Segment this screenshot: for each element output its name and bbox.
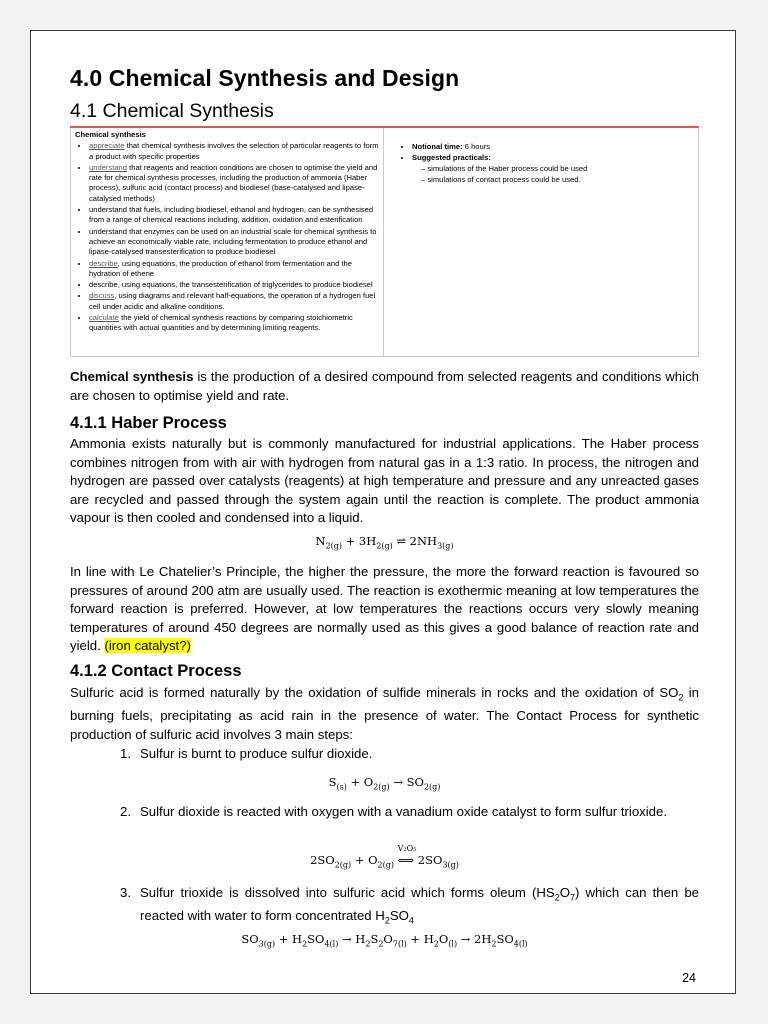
haber-paragraph-2: In line with Le Chatelier’s Principle, the higher the pressure, the more the forward reaction is favoured so pressures of around 200 atm are usually used. The reaction is exothermic meaning at low temperatures the forward reaction is preferred. However, at low temperatures the reactions occurs very slowly meaning temperatures of around 450 degrees are normally used as this gives a good balance of reaction rate and yield. (iron catalyst?) bbox=[70, 564, 699, 653]
section-title: 4.1 Chemical Synthesis bbox=[70, 100, 274, 122]
practical-item: – simulations of the Haber process could be used bbox=[421, 164, 712, 174]
syllabus-points bbox=[75, 141, 379, 333]
practicals-list bbox=[412, 164, 712, 186]
contact-step-2: 2. Sulfur dioxide is reacted with oxygen with a vanadium oxide catalyst to form sulfur trioxide. bbox=[120, 804, 668, 819]
contact-step-1: 1. Sulfur is burnt to produce sulfur dioxide. bbox=[120, 746, 373, 761]
haber-heading: 4.1.1 Haber Process bbox=[70, 414, 227, 432]
chapter-title: 4.0 Chemical Synthesis and Design bbox=[70, 65, 460, 91]
haber-paragraph-1: Ammonia exists naturally but is commonly manufactured for industrial applications. The Haber process combines nitrogen from with air with hydrogen from natural gas in a 1:3 ratio. In process, the nitrogen and hydrogen are passed over catalysts (reagents) at high temperature and pressure and any unreacted gases are recycled and passed through the system again until the reaction is complete. The product ammonia vapour is then cooled and condensed into a liquid. bbox=[70, 436, 699, 525]
syllabus-title: Chemical synthesis bbox=[75, 130, 146, 139]
syllabus-point: • describe, using equations, the transesterification of triglycerides to produce biodiesel bbox=[89, 280, 379, 290]
highlighted-note: (iron catalyst?) bbox=[104, 638, 191, 653]
notional-time: • Notional time: 6 hours bbox=[412, 142, 712, 152]
step-3-equation: $SO_{3(g)} + H_2SO_{4(l)} \to H_2S_2O_{7(l)} + H_2O_{(l)} \to 2H_2SO_{4(l)}$ bbox=[241, 932, 528, 949]
syllabus-content-cell bbox=[71, 128, 384, 356]
page-number: 24 bbox=[682, 971, 696, 985]
haber-equation: $N_{2(g)} + 3H_{2(g)}$ ⇌ $2NH_{3(g)}$ bbox=[315, 534, 454, 551]
document-page bbox=[30, 30, 736, 994]
syllabus-point: • understand that fuels, including biodiesel, ethanol and hydrogen, can be synthesised from a range of chemical reactions including, addition, oxidation and esterification bbox=[89, 205, 379, 226]
syllabus-point: • appreciate that chemical synthesis involves the selection of particular reagents to form a product with specific properties bbox=[89, 141, 379, 162]
suggested-practicals: • Suggested practicals: – simulations of the Haber process could be used – simulations of contact process could be used. bbox=[412, 153, 712, 185]
syllabus-point: • calculate the yield of chemical synthesis reactions by comparing stoichiometric quantities with actual quantities and by determining limiting reagents. bbox=[89, 313, 379, 334]
syllabus-info-list bbox=[398, 142, 712, 185]
step-2-equation: $2SO_{2(g)} + O_{2(g)}$ V₂O₅ ⟺ $2SO_{3(g)}$ bbox=[310, 844, 459, 870]
contact-heading: 4.1.2 Contact Process bbox=[70, 662, 242, 680]
syllabus-info-cell bbox=[384, 128, 716, 186]
syllabus-point: • describe, using equations, the production of ethanol from fermentation and the hydration of ethene bbox=[89, 259, 379, 280]
catalyst-label: V₂O₅ bbox=[397, 844, 417, 853]
step-1-equation: $S_{(s)} + O_{2(g)} \to SO_{2(g)}$ bbox=[328, 775, 441, 792]
syllabus-point: • discuss, using diagrams and relevant half-equations, the operation of a hydrogen fuel cell under acidic and alkaline conditions. bbox=[89, 291, 379, 312]
contact-step-3: 3. Sulfur trioxide is dissolved into sulfuric acid which forms oleum $(HS_2O_7)$ which can then be reacted with water to form concentrated $H_2SO_4$ bbox=[120, 885, 699, 926]
syllabus-point: • understand that enzymes can be used on an industrial scale for chemical synthesis to achieve an economically viable rate, including fermentation to produce ethanol and lipase-catalysed transesterification to produce biodiesel bbox=[89, 227, 379, 258]
intro-paragraph: Chemical synthesis is the production of a desired compound from selected reagents and conditions which are chosen to optimise yield and rate. bbox=[70, 369, 700, 403]
syllabus-table bbox=[70, 128, 699, 357]
syllabus-point: • understand that reagents and reaction conditions are chosen to optimise the yield and rate for chemical synthesis processes, including the production of ammonia (Haber process), sulfuric acid (contact process) and biodiesel (base-catalysed and lipase-catalysed methods) bbox=[89, 163, 379, 204]
contact-paragraph-1: Sulfuric acid is formed naturally by the oxidation of sulfide minerals in rocks and the oxidation of $SO_2$ in burning fuels, precipitating as acid rain in the presence of water. The Contact Process for synthetic production of sulfuric acid involves 3 main steps: bbox=[70, 685, 699, 742]
practical-item: – simulations of contact process could be used. bbox=[421, 175, 712, 185]
